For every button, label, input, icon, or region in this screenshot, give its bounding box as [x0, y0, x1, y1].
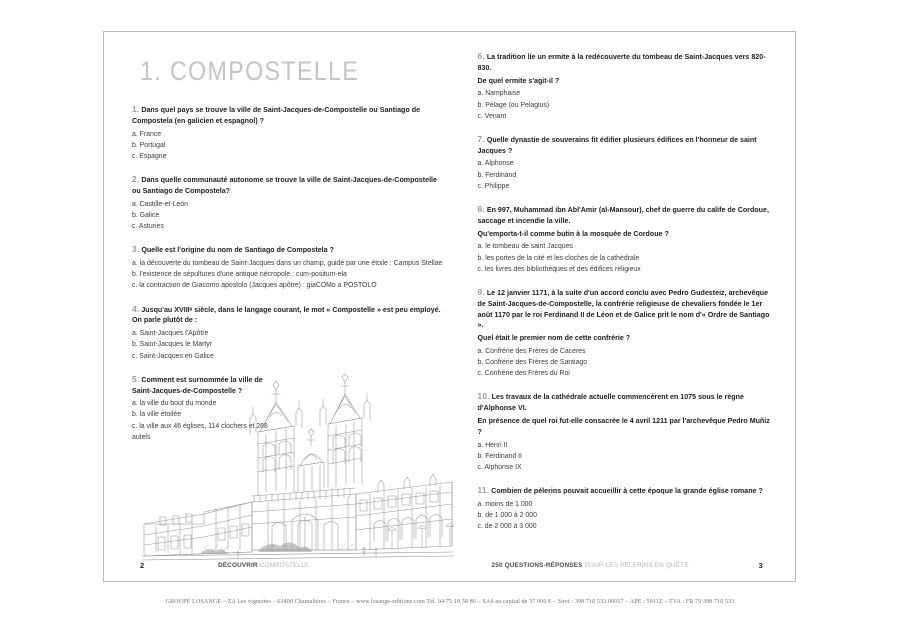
answer-option[interactable]: c. Saint-Jacques en Galice	[132, 352, 214, 360]
answer-option[interactable]: a. la découverte du tombeau de Saint-Jacques dans un champ, guidé par une étoile : Campus Stellae	[132, 260, 443, 268]
question-block-1	[132, 103, 446, 162]
question-4-text	[132, 303, 446, 327]
answer-option[interactable]: a. Namphaise	[477, 90, 521, 98]
question-10-body: Les travaux de la cathédrale actuelle commencèrent en 1075 sous le règne d'Alphonse VI.	[477, 393, 744, 413]
answer-option[interactable]: b. Galice	[132, 211, 160, 219]
right-page-running-head	[492, 562, 689, 569]
question-3-number: 3.	[132, 244, 140, 255]
answer-option[interactable]: c. Alphonse IX	[477, 463, 522, 471]
question-5-answers	[132, 398, 282, 443]
question-11-number: 11.	[477, 485, 490, 496]
answer-option[interactable]: c. la ville aux 46 églises, 114 clochers et 288 autels	[132, 422, 268, 441]
question-block-8	[478, 203, 773, 275]
question-7-number: 7.	[477, 133, 485, 144]
question-5-body: Comment est surnommée la ville de Saint-Jacques-de-Compostelle ?	[132, 375, 263, 395]
running-head-strong: DÉCOUVRIR	[218, 562, 258, 569]
answer-option[interactable]: a. la ville du bout du monde	[132, 400, 217, 408]
question-block-10	[478, 390, 773, 473]
answer-option[interactable]: b. Portugal	[132, 141, 166, 149]
answer-option[interactable]: b. la ville étoilée	[132, 411, 182, 419]
answer-option[interactable]: a. Castille-et-León	[132, 200, 188, 208]
question-block-9	[478, 286, 773, 379]
answer-option[interactable]: a. France	[132, 130, 162, 138]
question-block-4	[132, 303, 446, 362]
question-11-text	[478, 484, 773, 497]
question-8-number: 8.	[477, 204, 485, 215]
question-3-answers	[132, 258, 446, 292]
question-9-subquestion: Quel était le premier nom de cette confrérie ?	[477, 334, 631, 343]
question-1-answers	[132, 129, 446, 163]
left-page-number: 2	[140, 561, 145, 570]
question-5-number: 5.	[132, 373, 140, 384]
question-8-subquestion: Qu'emporta-t-il comme butin à la mosquée de Cordoue ?	[477, 229, 669, 238]
answer-option[interactable]: c. Asturies	[132, 223, 164, 231]
question-10-answers	[478, 440, 773, 474]
question-3-body: Quelle est l'origine du nom de Santiago de Compostela ?	[141, 246, 334, 255]
running-head-strong: 250 QUESTIONS-RÉPONSES	[491, 562, 583, 569]
question-10-subquestion: En présence de quel roi fut-elle consacrée le 4 avril 1211 par l'archevêque Pedro Muñiz ?	[477, 416, 770, 436]
question-2-text	[132, 173, 446, 197]
right-page	[464, 50, 773, 581]
answer-option[interactable]: c. Espagne	[132, 152, 167, 160]
answer-option[interactable]: c. Philippe	[477, 182, 510, 190]
question-7-answers	[478, 158, 773, 192]
answer-option[interactable]: c. la contraction de Giacomo apostolo (Jacques apôtre) : giaCOMo a POSTOLO	[132, 282, 377, 290]
book-spread	[103, 31, 796, 582]
answer-option[interactable]: a. Henri II	[477, 441, 508, 449]
answer-option[interactable]: b. Pélage (ou Pelagius)	[477, 101, 550, 109]
question-10-text	[478, 390, 773, 414]
question-6-text	[478, 50, 773, 74]
imprint-line: GROUPE LOSANGE – ZA Les vignettes – 63400 Chamalières – France – www.losange-editions.com Tél. 04 75 19 58 80 – SAS au capital de 37 000 € – Siret : 398 710 533 00017 – APE : 5811Z – TVA : FR 79 398 710 533	[165, 599, 735, 605]
question-9-answers	[478, 346, 773, 380]
question-11-answers	[478, 499, 773, 533]
answer-option[interactable]: c. de 2 000 à 3 000	[477, 523, 537, 531]
answer-option[interactable]: a. le tombeau de saint Jacques	[477, 243, 573, 251]
question-11-body: Combien de pèlerins pouvait accueillir à cette époque la grande église romane ?	[491, 487, 763, 496]
answer-option[interactable]: c. Confrérie des Frères du Roi	[477, 370, 570, 378]
question-3-text	[132, 243, 446, 256]
question-block-2	[132, 173, 446, 232]
question-6-body: La tradition lie un ermite à la redécouverte du tombeau de Saint-Jacques vers 820-830.	[477, 53, 766, 72]
answer-option[interactable]: a. Alphonse	[477, 160, 514, 168]
question-block-3	[132, 243, 446, 291]
two-page-columns	[132, 50, 773, 581]
question-5-text	[132, 373, 282, 397]
question-10-number: 10.	[477, 391, 490, 402]
question-1-body: Dans quel pays se trouve la ville de Saint-Jacques-de-Compostelle ou Santiago de Compostela (en galicien et espagnol) ?	[132, 106, 421, 125]
right-page-number: 3	[758, 561, 763, 570]
question-6-number: 6.	[477, 51, 485, 61]
question-7-body: Quelle dynastie de souverains fit édifier plusieurs édifices en l'honneur de saint Jacques ?	[477, 135, 757, 155]
question-6-subquestion: De quel ermite s'agit-il ?	[477, 76, 560, 85]
running-head-light: POUR LES PÈLERINS EN QUÊTE	[584, 562, 689, 569]
answer-option[interactable]: b. Confrérie des Frères de Santiago	[477, 359, 588, 367]
page-title: 1. COMPOSTELLE	[140, 56, 360, 86]
spread-inner	[104, 32, 795, 581]
running-head-light: COMPOSTELLE	[259, 562, 310, 569]
left-page	[132, 50, 464, 581]
question-8-body: En 997, Muhammad ibn Abî'Amir (al-Mansour), chef de guerre du calife de Cordoue, saccage et incendie la ville.	[477, 206, 769, 225]
answer-option[interactable]: a. Saint-Jacques l'Apôtre	[132, 330, 209, 338]
question-6-answers	[478, 88, 773, 122]
answer-option[interactable]: a. Confrérie des Frères de Cáceres	[477, 347, 586, 355]
left-page-running-head	[218, 562, 309, 569]
answer-option[interactable]: b. Ferdinand	[477, 171, 517, 179]
answer-option[interactable]: a. moins de 1 000	[477, 500, 533, 508]
question-9-number: 9.	[477, 286, 485, 297]
answer-option[interactable]: b. l'existence de sépultures d'une antique nécropole : cum-positum-ela	[132, 271, 347, 279]
question-4-body: Jusqu'au XVIIIᵉ siècle, dans le langage courant, le mot « Compostelle » est peu employé. On parle plutôt de :	[132, 305, 441, 325]
question-1-number: 1.	[132, 104, 140, 114]
question-2-answers	[132, 199, 446, 233]
question-8-answers	[478, 241, 773, 275]
question-block-6	[478, 50, 773, 122]
answer-option[interactable]: b. Saint-Jacques le Martyr	[132, 341, 213, 349]
question-9-body: Le 12 janvier 1171, à la suite d'un accord conclu avec Pedro Gudesteiz, archevêque de Saint-Jacques-de-Compostelle, la confrérie religieuse de chevaliers fondée le 1er août 1170 par le roi Ferdinand II de Léon et de Galice prit le nom d'« Ordre de Santiago ».	[477, 288, 770, 330]
question-2-number: 2.	[132, 174, 140, 185]
question-8-text	[478, 203, 773, 227]
answer-option[interactable]: b. Ferdinand II	[477, 452, 522, 460]
question-block-11	[478, 484, 773, 532]
answer-option[interactable]: b. de 1 000 à 2 000	[477, 512, 537, 520]
question-2-body: Dans quelle communauté autonome se trouve la ville de Saint-Jacques-de-Compostelle ou Santiago de Compostela?	[132, 176, 437, 195]
answer-option[interactable]: c. les livres des bibliothèques et des édifices religieux	[477, 265, 641, 273]
answer-option[interactable]: c. Venant	[477, 112, 507, 120]
question-9-text	[478, 286, 773, 331]
question-1-text	[132, 103, 446, 127]
answer-option[interactable]: b. les portes de la cité et les cloches de la cathédrale	[477, 254, 640, 262]
question-4-number: 4.	[132, 303, 140, 314]
question-4-answers	[132, 328, 446, 362]
question-7-text	[478, 133, 773, 157]
question-block-5	[132, 373, 282, 443]
question-block-7	[478, 133, 773, 192]
